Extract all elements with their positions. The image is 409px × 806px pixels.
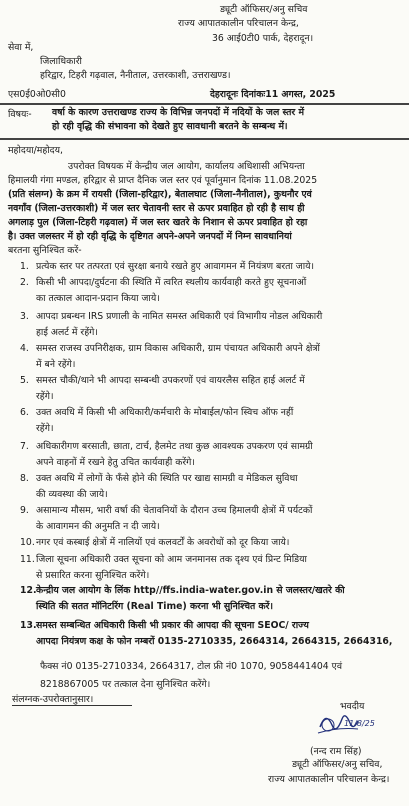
- list-item-text: का तत्काल आदान-प्रदान किया जाये।: [36, 293, 160, 304]
- subject-line-2: हो रही वृद्धि की संभावना को देखते हुए सावधानी बरतने के सम्बन्ध में।: [52, 121, 288, 132]
- signatory-name: (नन्द राम सिंह): [310, 746, 362, 757]
- sender-organisation: राज्य आपातकालीन परिचालन केन्द्र,: [178, 18, 299, 29]
- list-item-text: समस्त राजस्व उपनिरीक्षक, ग्राम विकास अधिकारी, ग्राम पंचायत अधिकारी अपने क्षेत्रों: [36, 343, 320, 354]
- body-line: नवगाँव (जिला-उत्तरकाशी) में जल स्तर चेतावनी स्तर से ऊपर प्रवाहित हो रही है साथ ही: [8, 203, 305, 214]
- list-item-text: किसी भी आपदा/दुर्घटना की स्थिति में त्वरित स्थलीय कार्यवाही करते हुए सूचनाओं: [36, 277, 307, 288]
- body-line: (प्रति संलग्न) के क्रम में रायसी (जिला-हरिद्वार), बेतालघाट (जिला-नैनीताल), कुथनौर एवं: [8, 189, 312, 200]
- list-item-text: जिला सूचना अधिकारी उक्त सूचना को आम जनमानस तक दृश्य एवं प्रिन्ट मिडिया: [36, 554, 307, 565]
- signatory-organisation: राज्य आपातकालीन परिचालन केन्द्र।: [268, 774, 390, 785]
- list-item-text: रहेंगे।: [36, 391, 54, 402]
- list-item-number: 8.: [20, 473, 29, 484]
- list-item-number: 9.: [20, 505, 29, 516]
- list-item-text: समस्त चौकी/थाने भी आपदा सम्बन्धी उपकरणों एवं वायरलैस सहित हाई अलर्ट में: [36, 375, 305, 386]
- continuation-line-2: 8218867005 पर तत्काल देना सुनिश्चित करेंगे।: [40, 679, 211, 690]
- subject-line-1: वर्षा के कारण उत्तराखण्ड राज्य के विभिन्न जनपदों में नदियों के जल स्तर में: [52, 107, 305, 118]
- signatory-designation: ड्यूटी ऑफिसर/अनु सचिव,: [292, 759, 383, 770]
- list-item-text: रहेंगे।: [36, 423, 54, 434]
- body-line: उपरोक्त विषयक में केन्द्रीय जल आयोग, कार्यालय अधिशासी अभियन्ता: [68, 161, 305, 172]
- body-line: हिमालयी गंगा मण्डल, हरिद्वार से प्राप्त दैनिक जल स्तर एवं पूर्वानुमान दिनांक 11.08.2025: [8, 175, 318, 186]
- continuation-line-1: फैक्स नं0 0135-2710334, 2664317, टोल फ्री नं0 1070, 9058441404 एवं: [40, 661, 342, 672]
- list-item-text: आपदा नियंत्रण कक्ष के फोन नम्बरों 0135-2710335, 2664314, 2664315, 2664316,: [36, 636, 393, 647]
- reference-number: एस0ई0ओ0सी0: [8, 89, 66, 100]
- addressee: जिलाधिकारी: [40, 56, 82, 67]
- list-item-number: 5.: [20, 375, 29, 386]
- list-item-text: में बने रहेंगे।: [36, 359, 76, 370]
- sender-designation: ड्यूटी ऑफिसर/अनु सचिव: [220, 4, 308, 15]
- list-item-number: 6.: [20, 407, 29, 418]
- list-item-text: हाई अलर्ट में रहेंगे।: [36, 327, 98, 338]
- list-item-text: अधिकारीगण बरसाती, छाता, टार्च, हैलमेट तथा कुछ आवश्यक उपकरण एवं सामग्री: [36, 441, 313, 452]
- subject-label: विषयः-: [8, 109, 32, 120]
- list-item-text: असामान्य मौसम, भारी वर्षा की चेतावनियों के दौरान उच्च हिमालयी क्षेत्रों में पर्यटकों: [36, 505, 313, 516]
- list-item-number: 2.: [20, 277, 29, 288]
- list-item-number: 1.: [20, 261, 29, 272]
- list-item-text: समस्त सम्बन्धित अधिकारी किसी भी प्रकार की आपदा की सूचना SEOC/ राज्य: [36, 620, 309, 631]
- list-item-number: 4.: [20, 343, 29, 354]
- signed-date: 11/8/25: [344, 719, 375, 728]
- letter-date: देहरादूनः दिनांकः11 अगस्त, 2025: [210, 89, 336, 100]
- list-item-number: 10.: [20, 537, 35, 548]
- list-item-number: 13.: [20, 620, 37, 631]
- list-item-number: 7.: [20, 441, 29, 452]
- sender-address: 36 आई0टी0 पार्क, देहरादून।: [212, 33, 314, 44]
- list-item-number: 12.: [20, 585, 37, 596]
- addressee-districts: हरिद्वार, टिहरी गढ़वाल, नैनीताल, उत्तरकाशी, उत्तराखण्ड।: [40, 70, 231, 81]
- list-item-number: 3.: [20, 311, 29, 322]
- list-item-text: से प्रसारित करना सुनिश्चित करेंगे।: [36, 570, 150, 581]
- header-divider: [0, 103, 409, 105]
- list-item-text: नगर एवं कस्बाई क्षेत्रों में नालियों एवं कलवर्टों के अवरोधों को दूर किया जाये।: [36, 537, 290, 548]
- body-line: है। उक्त जलस्तर में हो रही वृद्धि के दृष्टिगत अपने-अपने जनपदों में निम्न सावधानियां: [8, 231, 292, 242]
- list-item-text: के आवागमन की अनुमति न दी जाये।: [36, 521, 160, 532]
- enclosure-underline: [12, 705, 132, 706]
- closing-word: भवदीय: [340, 701, 365, 712]
- subject-divider: [0, 138, 409, 140]
- list-item-text: आपदा प्रबन्धन IRS प्रणाली के नामित समस्त अधिकारी एवं विभागीय नोडल अधिकारी: [36, 311, 323, 322]
- greeting: महोदया/महोदय,: [8, 145, 63, 156]
- list-item-text: उक्त अवधि में किसी भी अधिकारी/कर्मचारी के मोबाईल/फोन स्विच ऑफ नहीं: [36, 407, 294, 418]
- body-line: बरतना सुनिश्चित करें-: [8, 245, 82, 256]
- list-item-text: उक्त अवधि में लोगों के फँसे होने की स्थिति पर खाद्य सामग्री व मेडिकल सुविधा: [36, 473, 298, 484]
- list-item-text: स्थिति की सतत मॉनिटरिंग (Real Time) करना भी सुनिश्चित करें।: [36, 601, 273, 612]
- list-item-text: की व्यवस्था की जाये।: [36, 489, 108, 500]
- enclosure-note: संलग्नक-उपरोक्तानुसार।: [12, 694, 94, 705]
- list-item-text: केन्द्रीय जल आयोग के लिंक http//ffs.india-water.gov.in से जलस्तर/खतरे की: [36, 585, 345, 596]
- list-item-text: प्रत्येक स्तर पर तत्परता एवं सुरक्षा बनाये रखते हुए आवागमन में नियंत्रण बरता जाये।: [36, 261, 315, 272]
- list-item-number: 11.: [20, 554, 35, 565]
- salutation: सेवा में,: [8, 42, 34, 53]
- body-line: अगलाड़ पुल (जिला-टिहरी गढ़वाल) में जल स्तर खतरे के निशान से ऊपर प्रवाहित हो रहा: [8, 217, 308, 228]
- list-item-text: अपने वाहनों में रखने हेतु उचित कार्यवाही करेंगे।: [36, 457, 195, 468]
